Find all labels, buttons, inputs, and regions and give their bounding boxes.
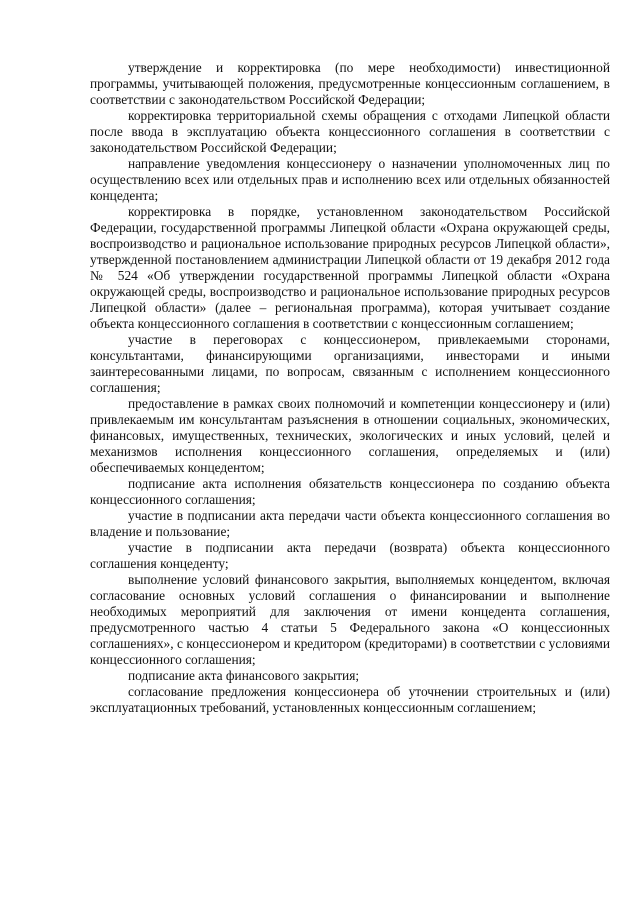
paragraph-state-program-correction: корректировка в порядке, установленном законодательством Российской Федерации, государственной программы Липецкой области «Охрана окружающей среды, воспроизводство и рациональное использование природных ресурсов Липецкой области», утвержденной постановлением администрации Липецкой области от 19 декабря 2012 года № 524 «Об утверждении государственной программы Липецкой области «Охрана окружающей среды, воспроизводство и рациональное использование природных ресурсов Липецкой области» (далее – региональная программа), которая учитывает создание объекта концессионного соглашения в соответствии с концессионным соглашением;	[90, 204, 610, 331]
paragraph-requirements-approval: согласование предложения концессионера об уточнении строительных и (или) эксплуатационных требований, установленных концессионным соглашением;	[90, 684, 610, 715]
paragraph-clarifications: предоставление в рамках своих полномочий и компетенции концессионеру и (или) привлекаемым им консультантам разъяснения в отношении социальных, экономических, финансовых, имущественных, технических, экологических и иных условий, целей и механизмов исполнения концессионного соглашения, определяемых и (или) обеспечиваемых концедентом;	[90, 396, 610, 475]
paragraph-territorial-scheme: корректировка территориальной схемы обращения с отходами Липецкой области после ввода в эксплуатацию объекта концессионного соглашения в соответствии с законодательством Российской Федерации;	[90, 108, 610, 155]
paragraph-investment-program: утверждение и корректировка (по мере необходимости) инвестиционной программы, учитывающей положения, предусмотренные концессионным соглашением, в соответствии с законодательством Российской Федерации;	[90, 60, 610, 107]
paragraph-authorized-persons-notice: направление уведомления концессионеру о назначении уполномоченных лиц по осуществлению всех или отдельных прав и исполнению всех или отдельных обязанностей концедента;	[90, 156, 610, 203]
paragraph-financial-close-act: подписание акта финансового закрытия;	[128, 668, 360, 683]
paragraph-negotiations: участие в переговорах с концессионером, привлекаемыми сторонами, консультантами, финансирующими организациями, инвесторами и иными заинтересованными лицами, по вопросам, связанным с исполнением концессионного соглашения;	[90, 332, 610, 395]
paragraph-partial-transfer-act: участие в подписании акта передачи части объекта концессионного соглашения во владение и пользование;	[90, 508, 610, 539]
document-page	[90, 60, 610, 716]
paragraph-obligations-act: подписание акта исполнения обязательств концессионера по созданию объекта концессионного соглашения;	[90, 476, 610, 507]
paragraph-return-act: участие в подписании акта передачи (возврата) объекта концессионного соглашения концеденту;	[90, 540, 610, 571]
paragraph-financial-close-conditions: выполнение условий финансового закрытия, выполняемых концедентом, включая согласование основных условий соглашения о финансировании и выполнение необходимых мероприятий для заключения от имени концедента соглашения, предусмотренного частью 4 статьи 5 Федерального закона «О концессионных соглашениях», с концессионером и кредитором (кредиторами) в соответствии с условиями концессионного соглашения;	[90, 572, 610, 667]
